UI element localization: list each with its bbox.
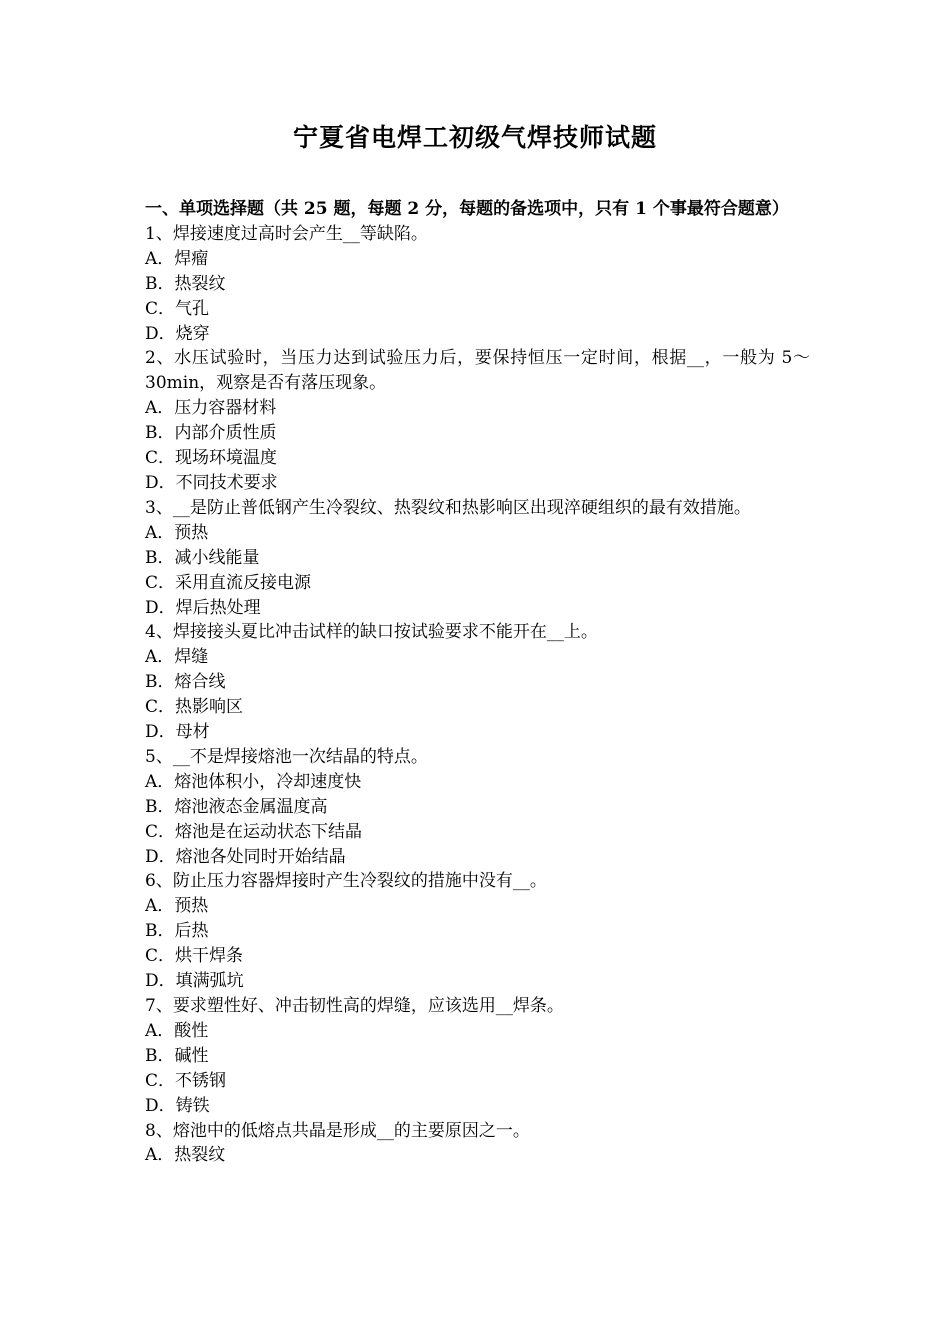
- question-stem: 5、__不是焊接熔池一次结晶的特点。: [145, 746, 428, 767]
- question-list: [145, 197, 810, 1168]
- option-c: C．不锈钢: [145, 1070, 227, 1091]
- question-4: [145, 620, 810, 745]
- option-b: B．熔池液态金属温度高: [145, 796, 328, 817]
- option-d: D．烧穿: [145, 323, 210, 344]
- page-title: 宁夏省电焊工初级气焊技师试题: [292, 123, 657, 152]
- question-8: [145, 1119, 810, 1169]
- option-b: B．减小线能量: [145, 547, 260, 568]
- question-2: [145, 346, 810, 495]
- option-d: D．铸铁: [145, 1095, 210, 1116]
- question-stem: 7、要求塑性好、冲击韧性高的焊缝，应该选用__焊条。: [145, 996, 564, 1016]
- question-5: [145, 745, 810, 870]
- option-d: D．焊后热处理: [145, 597, 261, 618]
- option-b: B．热裂纹: [145, 273, 226, 294]
- option-c: C．熔池是在运动状态下结晶: [145, 821, 363, 842]
- option-c: C．烘干焊条: [145, 946, 244, 967]
- option-d: D．填满弧坑: [145, 971, 244, 992]
- question-stem: 6、防止压力容器焊接时产生冷裂纹的措施中没有__。: [145, 871, 547, 892]
- option-a: A．熔池体积小，冷却速度快: [145, 771, 362, 792]
- option-c: C．现场环境温度: [145, 448, 278, 469]
- question-stem: 8、熔池中的低熔点共晶是形成__的主要原因之一。: [145, 1120, 530, 1141]
- option-c: C．采用直流反接电源: [145, 572, 312, 593]
- option-d: D．熔池各处同时开始结晶: [145, 846, 346, 867]
- option-a: A．预热: [145, 896, 209, 917]
- question-6: [145, 869, 810, 994]
- option-b: B．内部介质性质: [145, 423, 277, 444]
- option-c: C．气孔: [145, 298, 210, 319]
- question-stem: 1、焊接速度过高时会产生__等缺陷。: [145, 223, 428, 244]
- option-b: B．熔合线: [145, 672, 226, 693]
- question-3: [145, 496, 810, 621]
- option-b: B．后热: [145, 921, 209, 942]
- option-a: A．焊缝: [145, 647, 209, 668]
- section-header: 一、单项选择题（共 25 题，每题 2 分，每题的备选项中，只有 1 个事最符合题意）: [145, 199, 789, 219]
- option-d: D．不同技术要求: [145, 472, 278, 493]
- question-stem: 2、水压试验时，当压力达到试验压力后，要保持恒压一定时间，根据__，一般为 5～30min，观察是否有落压现象。: [145, 348, 810, 394]
- question-1: [145, 222, 810, 347]
- question-7: [145, 994, 810, 1119]
- option-a: A．热裂纹: [145, 1145, 226, 1166]
- option-b: B．碱性: [145, 1045, 209, 1066]
- option-d: D．母材: [145, 722, 210, 743]
- option-a: A．压力容器材料: [145, 398, 277, 419]
- option-a: A．焊瘤: [145, 248, 209, 269]
- option-a: A．酸性: [145, 1020, 209, 1041]
- option-a: A．预热: [145, 522, 209, 543]
- question-stem: 3、__是防止普低钢产生冷裂纹、热裂纹和热影响区出现淬硬组织的最有效措施。: [145, 497, 751, 518]
- question-stem: 4、焊接接头夏比冲击试样的缺口按试验要求不能开在__上。: [145, 622, 598, 643]
- option-c: C．热影响区: [145, 697, 244, 718]
